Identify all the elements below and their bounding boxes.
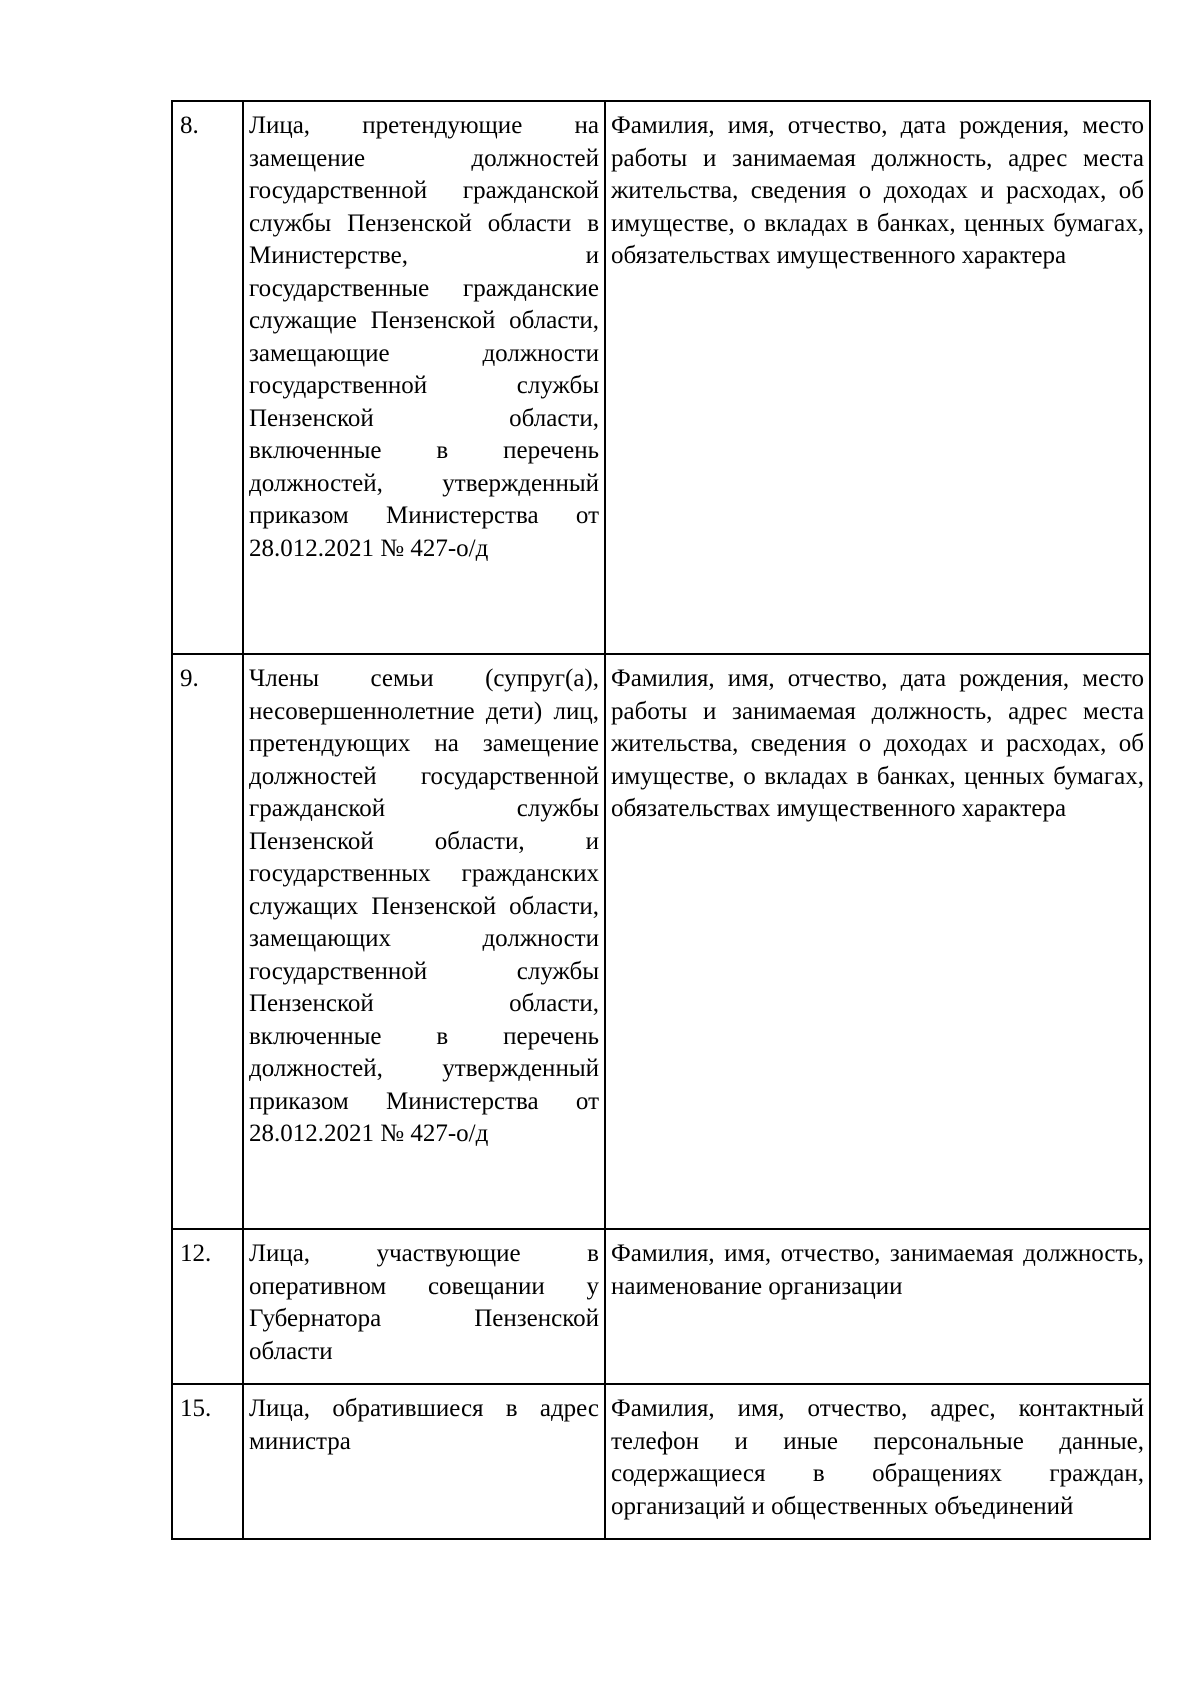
subject-category: Лица, участвующие в оперативном совещании у Губернатора Пензенской области [243,1229,605,1384]
personal-data-list: Фамилия, имя, отчество, занимаемая должность, наименование организации [605,1229,1150,1384]
row-number: 12. [172,1229,243,1384]
subject-category: Лица, обратившиеся в адрес министра [243,1384,605,1539]
subject-category: Лица, претендующие на замещение должностей государственной гражданской службы Пензенской области в Министерстве, и государственные гражданские служащие Пензенской области, замещающие должности государственной службы Пензенской области, включенные в перечень должностей, утвержденный приказом Министерства от 28.012.2021 № 427-о/д [243,101,605,654]
personal-data-list: Фамилия, имя, отчество, дата рождения, место работы и занимаемая должность, адрес места жительства, сведения о доходах и расходах, об имуществе, о вкладах в банках, ценных бумагах, обязательствах имущественного характера [605,101,1150,654]
table-row [172,1229,1150,1384]
row-number: 8. [172,101,243,654]
table-row [172,654,1150,1229]
personal-data-table [171,100,1151,1540]
row-number: 15. [172,1384,243,1539]
table-row [172,101,1150,654]
personal-data-list: Фамилия, имя, отчество, адрес, контактный телефон и иные персональные данные, содержащиеся в обращениях граждан, организаций и общественных объединений [605,1384,1150,1539]
personal-data-list: Фамилия, имя, отчество, дата рождения, место работы и занимаемая должность, адрес места жительства, сведения о доходах и расходах, об имуществе, о вкладах в банках, ценных бумагах, обязательствах имущественного характера [605,654,1150,1229]
row-number: 9. [172,654,243,1229]
subject-category: Члены семьи (супруг(а), несовершеннолетние дети) лиц, претендующих на замещение должностей государственной гражданской службы Пензенской области, и государственных гражданских служащих Пензенской области, замещающих должности государственной службы Пензенской области, включенные в перечень должностей, утвержденный приказом Министерства от 28.012.2021 № 427-о/д [243,654,605,1229]
table-row [172,1384,1150,1539]
